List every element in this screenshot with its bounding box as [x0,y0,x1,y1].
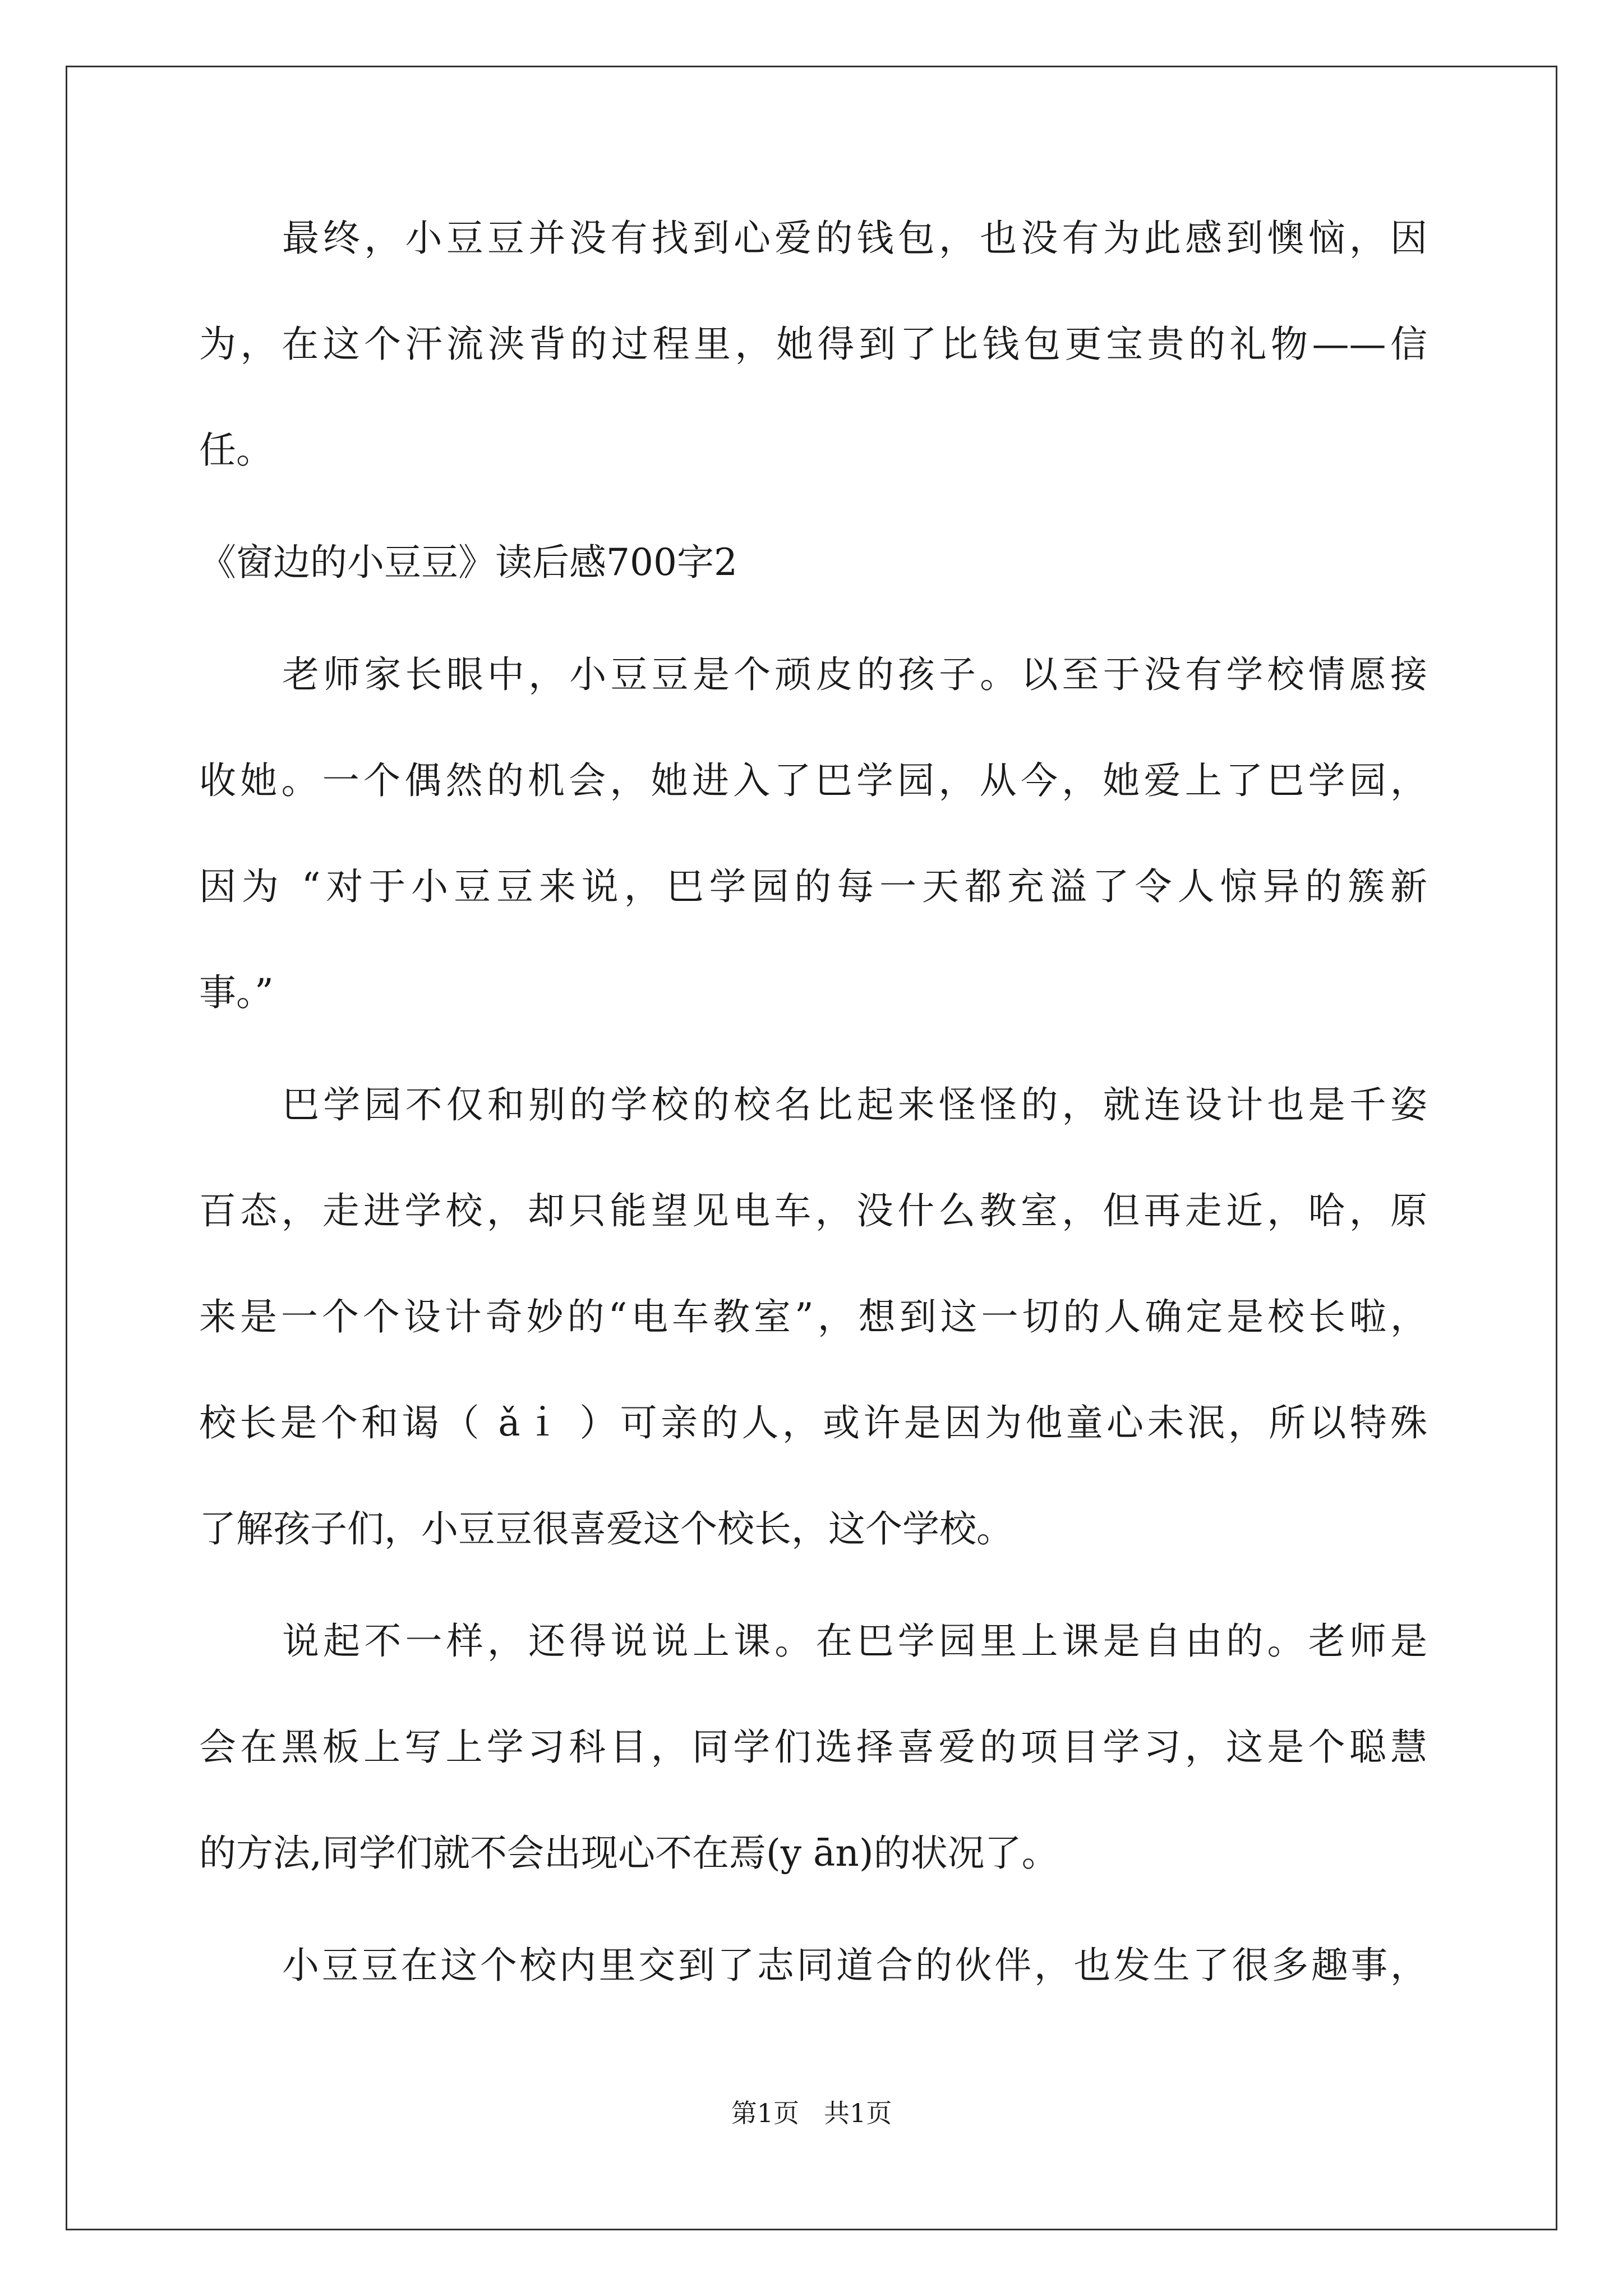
section-heading: 《窗边的小豆豆》读后感700字2 [199,541,737,584]
text-line: 收她。一个偶然的机会，她进入了巴学园，从今，她爱上了巴学园， [199,759,1427,802]
text-line: 校长是个和谒（ ǎｉ ）可亲的人，或许是因为他童心未泯，所以特殊 [199,1401,1427,1444]
text-line: 了解孩子们，小豆豆很喜爱这个校长，这个学校。 [199,1507,1013,1550]
text-line: 因为 “对于小豆豆来说，巴学园的每一天都充溢了令人惊异的簇新 [199,865,1427,908]
text-line: 事。” [199,971,274,1014]
page-total: 共1页 [823,2098,892,2128]
text-line: 老师家长眼中，小豆豆是个顽皮的孩子。以至于没有学校情愿接 [282,653,1427,696]
text-line: 百态，走进学校，却只能望见电车，没什么教室，但再走近，哈，原 [199,1189,1427,1232]
text-line: 最终，小豆豆并没有找到心爱的钱包，也没有为此感到懊恼，因 [282,217,1427,260]
text-line: 巴学园不仅和别的学校的校名比起来怪怪的，就连设计也是千姿 [282,1083,1427,1126]
page-number: 第1页 [731,2098,800,2128]
text-line: 小豆豆在这个校内里交到了志同道合的伙伴，也发生了很多趣事， [282,1944,1427,1987]
page-border [66,66,1557,2230]
text-line: 任。 [199,429,273,472]
page-footer [0,2096,1623,2130]
text-line: 为，在这个汗流浃背的过程里，她得到了比钱包更宝贵的礼物——信 [199,323,1427,366]
text-line: 说起不一样，还得说说上课。在巴学园里上课是自由的。老师是 [282,1619,1427,1663]
text-line: 会在黑板上写上学习科目，同学们选择喜爱的项目学习，这是个聪慧 [199,1726,1427,1769]
text-line: 的方法,同学们就不会出现心不在焉(y ān)的状况了。 [199,1832,1059,1875]
text-line: 来是一个个设计奇妙的“电车教室”，想到这一切的人确定是校长啦， [199,1295,1427,1338]
